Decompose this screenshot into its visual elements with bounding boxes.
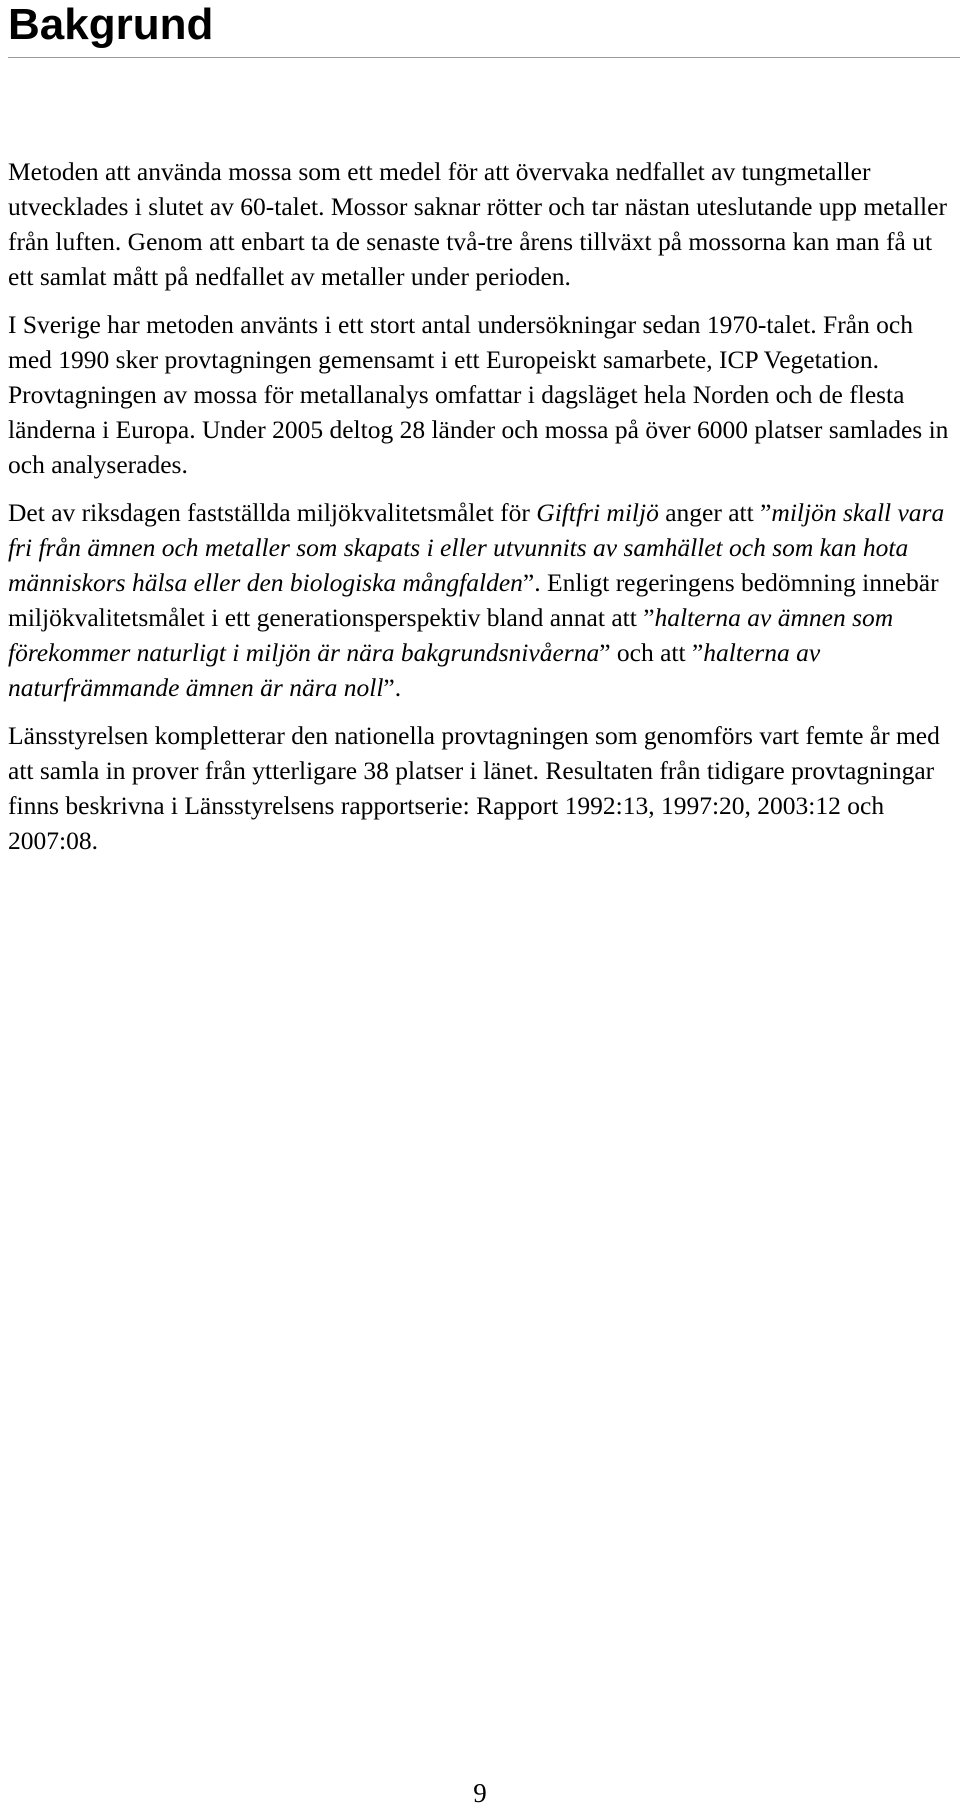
paragraph-3-italic-3: halterna av ämnen som förekommer naturligt i miljön är nära bakgrundsnivåerna [8,603,894,667]
paragraph-3-text-4: ” och att ” [599,638,704,667]
paragraph-3-italic-4: halterna av naturfrämmande ämnen är nära noll [8,638,821,702]
paragraph-3 [8,495,952,705]
paragraph-3-italic-1: Giftfri miljö [536,498,659,527]
paragraph-3-text-3: ”. Enligt regeringens bedömning innebär miljökvalitetsmålet i ett generationsperspektiv bland annat att ” [8,568,939,632]
body-text [8,154,952,871]
paragraph-3-italic-2: miljön skall vara fri från ämnen och metaller som skapats i eller utvunnits av samhället och som kan hota människors hälsa eller den biologiska mångfalden [8,498,945,597]
paragraph-3-text-2: anger att ” [658,498,772,527]
page-number: 9 [473,1778,487,1808]
paragraph-3-text-1: Det av riksdagen fastställda miljökvalitetsmålet för [8,498,537,527]
paragraph-4: Länsstyrelsen kompletterar den nationella provtagningen som genomförs vart femte år med att samla in prover från ytterligare 38 platser i länet. Resultaten från tidigare provtagningar finns beskrivna i Länsstyrelsens rapportserie: Rapport 1992:13, 1997:20, 2003:12 och 2007:08. [8,721,940,855]
heading-divider [8,57,960,58]
paragraph-3-text-5: ”. [383,673,402,702]
paragraph-2: I Sverige har metoden använts i ett stort antal undersökningar sedan 1970-talet. Från och med 1990 sker provtagningen gemensamt i ett Europeiskt samarbete, ICP Vegetation. Provtagningen av mossa för metallanalys omfattar i dagsläget hela Norden och de flesta länderna i Europa. Under 2005 deltog 28 länder och mossa på över 6000 platser samlades in och analyserades. [8,310,949,479]
paragraph-1: Metoden att använda mossa som ett medel för att övervaka nedfallet av tungmetaller utvecklades i slutet av 60-talet. Mossor saknar rötter och tar nästan uteslutande upp metaller från luften. Genom att enbart ta de senaste två-tre årens tillväxt på mossorna kan man få ut ett samlat mått på nedfallet av metaller under perioden. [8,157,947,291]
page-heading: Bakgrund [8,0,214,49]
